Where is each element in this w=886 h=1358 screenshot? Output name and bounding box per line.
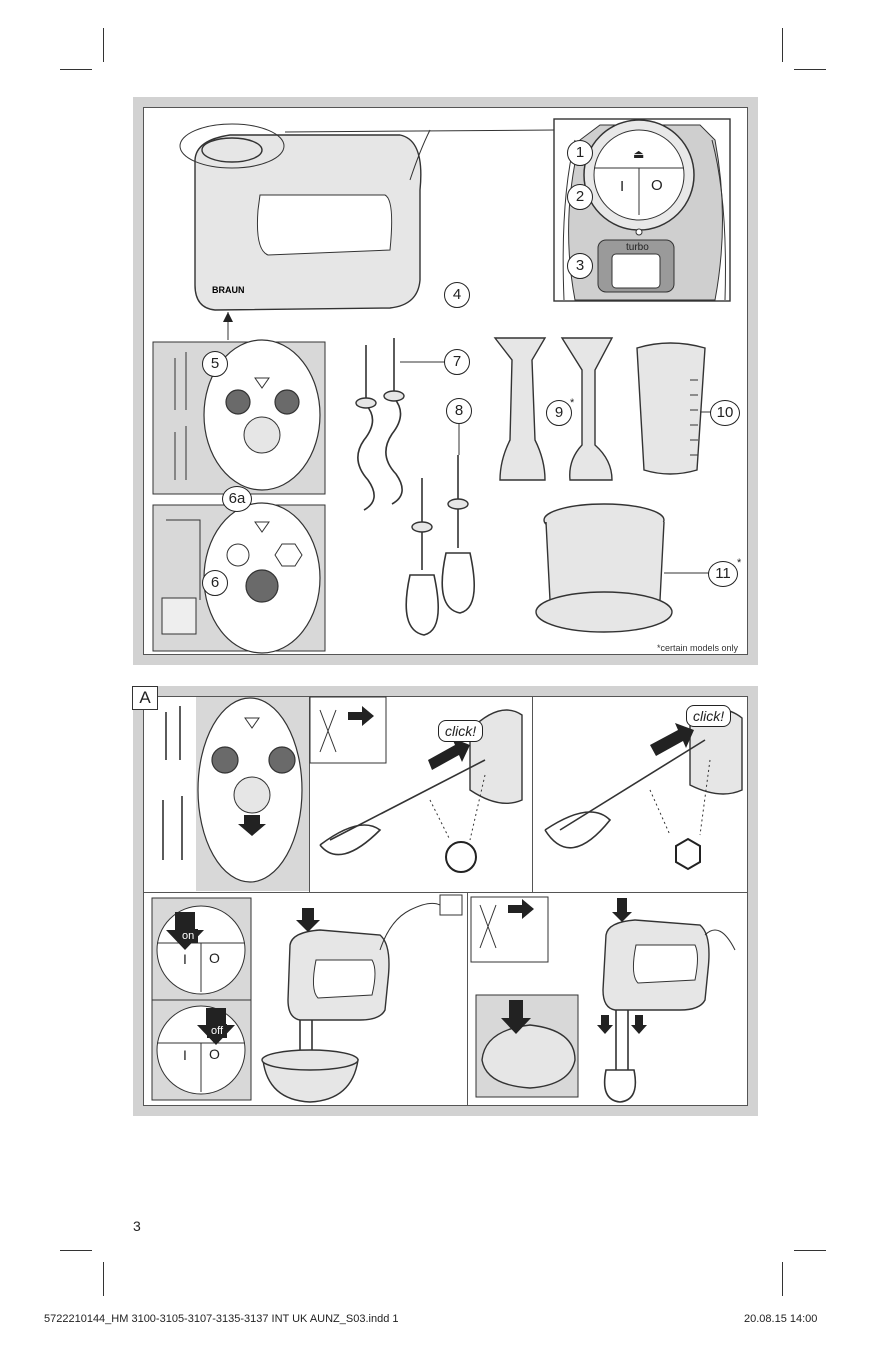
off-symbol: O (651, 177, 663, 194)
callout-1: 1 (567, 140, 593, 166)
switch-on-symbol: I (183, 951, 187, 967)
callout-4: 4 (444, 282, 470, 308)
callout-11-asterisk: * (737, 557, 742, 569)
switch-off-symbol: O (209, 1046, 220, 1062)
switch-on-symbol: I (183, 1047, 187, 1063)
certain-models-footnote: *certain models only (657, 643, 739, 653)
callout-2: 2 (567, 184, 593, 210)
brand-logo: BRAUN (212, 285, 245, 295)
eject-symbol: ⏏ (633, 147, 645, 161)
page-number: 3 (133, 1218, 141, 1234)
callout-6: 6 (202, 570, 228, 596)
click-indicator-2: click! (686, 705, 731, 727)
callout-11: 11 (708, 561, 738, 587)
callout-9: 9 (546, 400, 572, 426)
callout-10: 10 (710, 400, 740, 426)
turbo-label: turbo (626, 242, 649, 253)
callout-6a: 6a (222, 486, 252, 512)
callout-7: 7 (444, 349, 470, 375)
file-slug: 5722210144_HM 3100-3105-3107-3135-3137 INT UK AUNZ_S03.indd 1 (44, 1313, 399, 1325)
callout-3: 3 (567, 253, 593, 279)
switch-off-symbol: O (209, 950, 220, 966)
on-button-tag: on (178, 929, 198, 943)
click-indicator-1: click! (438, 720, 483, 742)
callout-8: 8 (446, 398, 472, 424)
callout-9-asterisk: * (570, 397, 575, 409)
file-date-time: 20.08.15 14:00 (744, 1313, 818, 1325)
off-button-tag: off (207, 1024, 227, 1038)
callout-5: 5 (202, 351, 228, 377)
on-symbol: I (620, 178, 625, 195)
figure-a-label: A (132, 686, 158, 710)
